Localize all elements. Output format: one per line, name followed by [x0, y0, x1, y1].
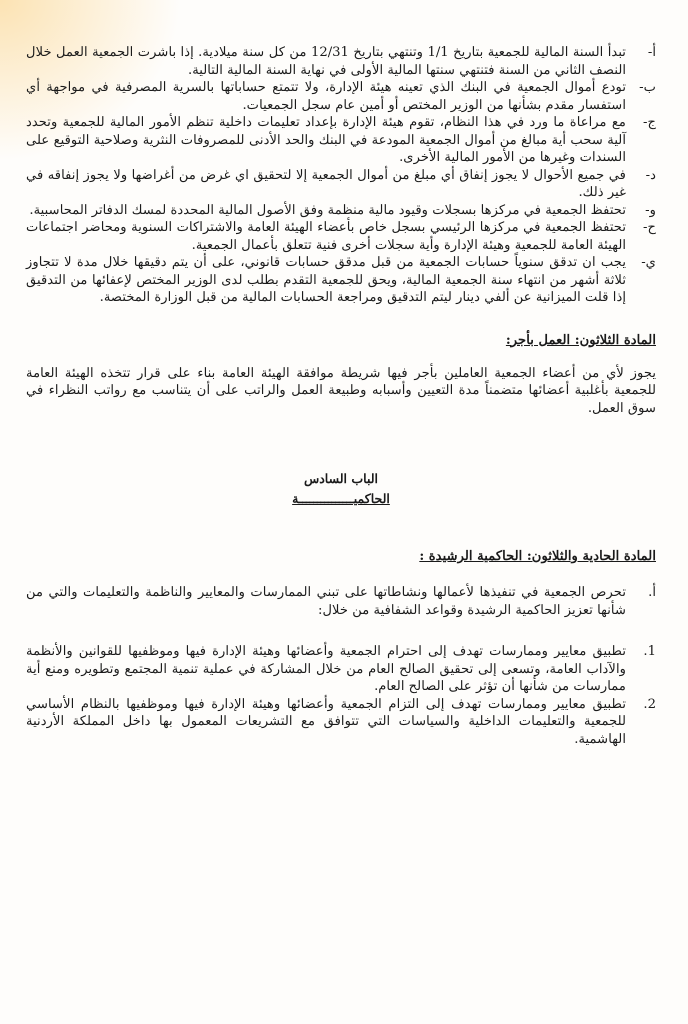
clause-w [26, 202, 656, 220]
clause-marker: 2. [643, 696, 656, 712]
clause-text: تحتفظ الجمعية في مركزها الرئيسي بسجل خاص بأعضاء الهيئة العامة والاشتراكات السنوية ومحاضر اجتماعات الهيئة العامة للجمعية وهيئة الإدارة وأية سجلات أخرى فنية تتعلق بأعمال الجمعية. [26, 220, 626, 253]
clause-b [26, 79, 656, 114]
clause-text: تطبيق معايير وممارسات تهدف إلى التزام الجمعية وأعضائها وهيئة الإدارة فيها وموظفيها بالنظام الأساسي للجمعية والتعليمات الداخلية والسياسات التي تتوافق مع التشريعات المعمول بها داخل المملكة الأردنية الهاشمية. [26, 696, 626, 747]
governance-item-1 [26, 643, 656, 696]
chapter-title: الحاكميـــــــــــــــة [292, 491, 390, 506]
clause-c [26, 114, 656, 167]
clause-marker: د- [645, 167, 656, 183]
clause-marker: و- [645, 202, 656, 218]
article-31-heading: المادة الحادية والثلاثون: الحاكمية الرشيدة : [419, 549, 656, 564]
clause-text: تبدأ السنة المالية للجمعية بتاريخ 1/1 وتنتهي بتاريخ 12/31 من كل سنة ميلادية. إذا باشرت الجمعية العمل خلال النصف الثاني من السنة فتنتهي سنتها المالية الأولى في نهاية السنة المالية التالية. [26, 45, 626, 78]
clause-marker: ج- [643, 115, 656, 130]
chapter-heading [26, 469, 656, 509]
clause-y [26, 254, 656, 307]
clause-text: تودع أموال الجمعية في البنك الذي تعينه هيئة الإدارة، ولا تتمتع حساباتها بالسرية المصرفية في مواجهة أي استفسار مقدم بشأنها من الوزير المختص أو أمين عام سجل الجمعيات. [26, 80, 626, 113]
clause-marker: 1. [643, 644, 656, 659]
clause-marker: ب- [639, 80, 656, 95]
clause-text: تحرص الجمعية في تنفيذها لأعمالها ونشاطاتها على تبني الممارسات والمعايير والناظمة والتعليمات والتي من شأنها تعزيز الحاكمية الرشيدة وقواعد الشفافية من خلال: [26, 585, 626, 618]
clause-a [26, 44, 656, 79]
clause-h [26, 219, 656, 254]
chapter-number: الباب السادس [303, 471, 379, 486]
clause-text: تطبيق معايير وممارسات تهدف إلى احترام الجمعية وأعضائها وهيئة الإدارة فيها وموظفيها للقوانين والأنظمة والآداب العامة، وتسعى إلى تحقيق الصالح العام من خلال المشاركة في عملية تنمية المجتمع وتطويره ومنع أية ممارسات من شأنها أن تؤثر على الصالح العام. [26, 644, 626, 694]
article-30-text: يجوز لأي من أعضاء الجمعية العاملين بأجر فيها شريطة موافقة الهيئة العامة بناء على قرار تتخذه الهيئة العامة للجمعية بأغلبية أعضائها متضمناً مدة التعيين وأسبابه وطبيعة العمل والراتب على أن يتناسب مع رواتب النظراء في سوق العمل. [26, 365, 656, 416]
clause-text: تحتفظ الجمعية في مركزها بسجلات وقيود مالية منظمة وفق الأصول المالية المحددة لمسك الدفاتر المحاسبية. [29, 202, 626, 218]
clause-text: يجب ان تدقق سنوياً حسابات الجمعية من قبل مدقق حسابات قانوني، على أن يتم دقيقها خلال مدة لا تتجاوز ثلاثة أشهر من انتهاء سنة الجمعية المالية، ويحق للجمعية التقدم بطلب لدى الوزير المختص لإعفائها من التدقيق إذا قلت الميزانية عن ألفي دينار ليتم التدقيق ومراجعة الحسابات المالية من قبل الوزارة المختصة. [26, 255, 626, 305]
clause-text: مع مراعاة ما ورد في هذا النظام، تقوم هيئة الإدارة بإعداد تعليمات داخلية تنظم الأمور المالية للجمعية وتحدد آلية سحب أية مبالغ من أموال الجمعية المودعة في البنك والحد الأدنى للمصروفات النثرية وصلاحية التوقيع على السندات وغيرها من الأمور المالية الأخرى. [26, 115, 626, 165]
financial-clauses [26, 44, 656, 307]
article-30-heading: المادة الثلاثون: العمل بأجر: [505, 332, 656, 348]
clause-text: في جميع الأحوال لا يجوز إنفاق أي مبلغ من أموال الجمعية إلا لتحقيق اي غرض من أغراضها ولا يجوز إنفاقه في غير ذلك. [26, 167, 626, 200]
article-31-intro [26, 584, 656, 619]
clause-marker: أ. [648, 585, 656, 600]
clause-marker: ي- [641, 255, 656, 270]
governance-item-2 [26, 696, 656, 749]
clause-marker: أ- [647, 45, 656, 60]
clause-marker: ح- [643, 220, 656, 235]
clause-d [26, 167, 656, 202]
